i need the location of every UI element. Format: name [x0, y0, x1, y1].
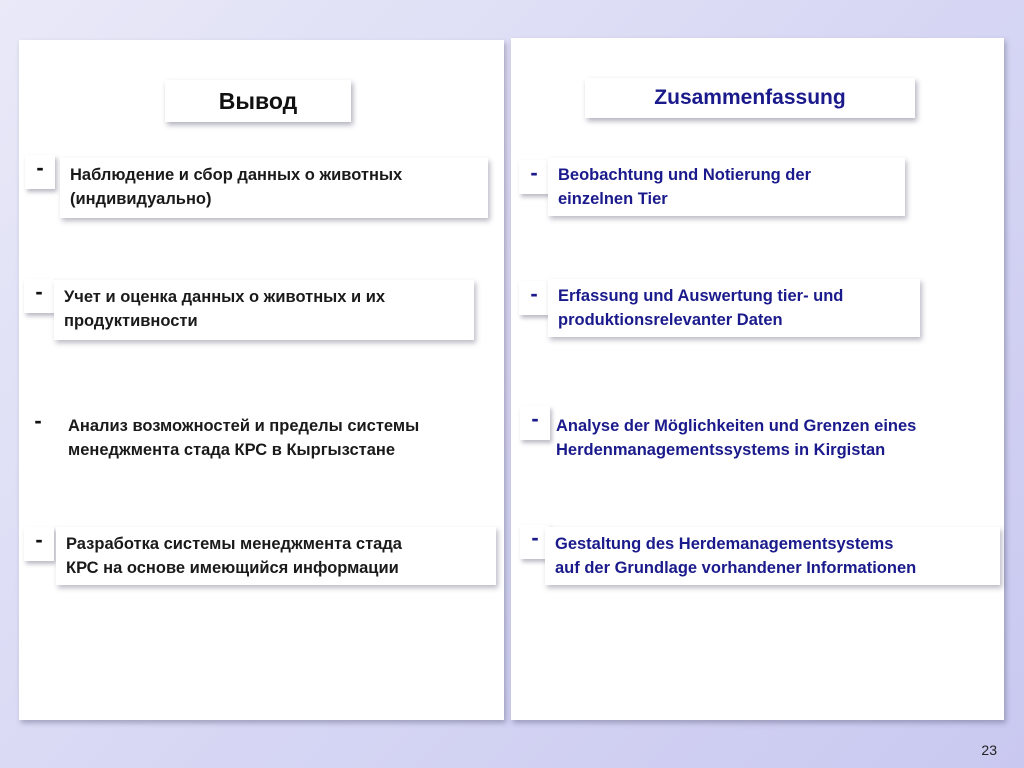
bullet-dash-de-3: -: [520, 406, 550, 440]
item-de-3-line2: Herdenmanagementssystems in Kirgistan: [556, 441, 886, 459]
bullet-dash-ru-4: -: [24, 527, 54, 561]
item-de-2-line1: Erfassung und Auswertung tier- und: [558, 287, 844, 305]
item-de-4: [545, 527, 1000, 585]
item-ru-2-line2: продуктивности: [64, 312, 198, 330]
item-de-1-line2: einzelnen Tier: [558, 190, 668, 208]
item-ru-3-line1: Анализ возможностей и пределы системы: [68, 417, 420, 435]
left-panel-russian: [19, 40, 504, 720]
page-number: 23: [981, 742, 997, 758]
bullet-dash-de-1: -: [519, 160, 549, 194]
item-ru-4-line1: Разработка системы менеджмента стада: [66, 535, 402, 553]
item-de-3: [546, 409, 1001, 469]
item-ru-1-line1: Наблюдение и сбор данных о животных: [70, 166, 403, 184]
item-de-3-line1: Analyse der Möglichkeiten und Grenzen eines: [556, 417, 917, 435]
item-de-1: [548, 158, 905, 216]
bullet-dash-ru-2: -: [24, 279, 54, 313]
item-ru-2-line1: Учет и оценка данных о животных и их: [64, 288, 386, 306]
item-ru-1: [60, 158, 488, 218]
item-de-1-line1: Beobachtung und Notierung der: [558, 166, 811, 184]
bullet-dash-ru-3: -: [34, 408, 42, 433]
item-ru-4-line2: КРС на основе имеющийся информации: [66, 559, 399, 577]
item-ru-2: [54, 280, 474, 340]
right-panel-german: [511, 38, 1004, 720]
item-ru-4: [56, 527, 496, 585]
item-ru-3: [58, 409, 500, 469]
item-de-2: [548, 279, 920, 337]
item-de-4-line2: auf der Grundlage vorhandener Informationen: [555, 559, 917, 577]
item-ru-3-line2: менеджмента стада КРС в Кыргызстане: [68, 441, 396, 459]
bullet-dash-ru-1: -: [25, 155, 55, 189]
bullet-dash-de-2: -: [519, 281, 549, 315]
bullet-dash-de-4: -: [520, 525, 550, 559]
heading-summary-de: Zusammenfassung: [585, 78, 915, 118]
item-ru-1-line2: (индивидуально): [70, 190, 212, 208]
item-de-4-line1: Gestaltung des Herdemanagementsystems: [555, 535, 894, 553]
heading-conclusion-ru: Вывод: [165, 80, 351, 122]
item-de-2-line2: produktionsrelevanter Daten: [558, 311, 783, 329]
